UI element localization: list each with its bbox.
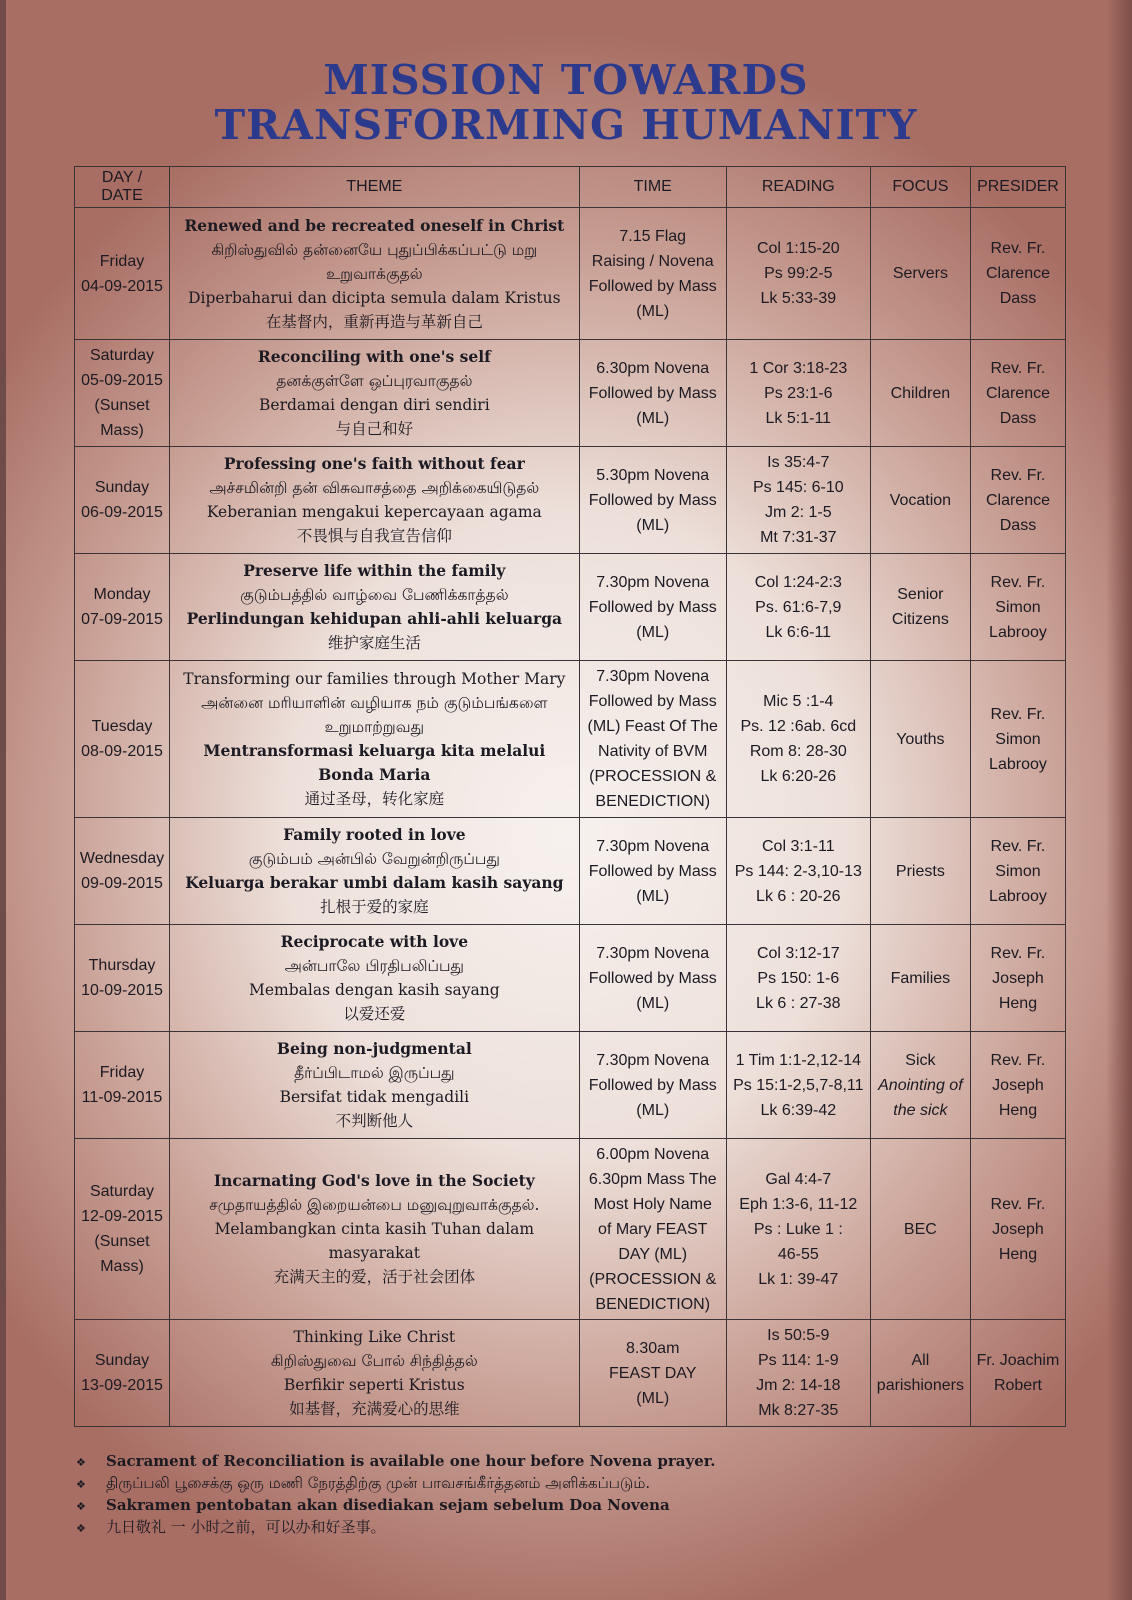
time-line: FEAST DAY bbox=[609, 1364, 697, 1382]
note-text: 九日敬礼 一 小时之前，可以办和好圣事。 bbox=[106, 1518, 386, 1536]
table-row bbox=[75, 1032, 1066, 1139]
cell-presider bbox=[970, 554, 1065, 661]
reading-line: Ps. 61:6-7,9 bbox=[755, 598, 842, 616]
reading-line: Ps 114: 1-9 bbox=[757, 1352, 839, 1369]
theme-line: Berdamai dengan diri sendiri bbox=[259, 396, 490, 414]
date-line: Wednesday bbox=[79, 850, 165, 867]
time-line: (ML) bbox=[636, 623, 670, 641]
focus-line: Citizens bbox=[891, 611, 949, 628]
bullet-icon: ❖ bbox=[76, 1456, 86, 1469]
presider-line: Dass bbox=[999, 516, 1037, 534]
presider-line: Rev. Fr. bbox=[990, 1051, 1046, 1069]
reading-line: Jm 2: 14-18 bbox=[756, 1377, 841, 1394]
date-line: 10-09-2015 bbox=[81, 982, 163, 999]
time-line: DAY (ML) bbox=[618, 1245, 688, 1263]
note-item bbox=[76, 1451, 1056, 1473]
time-line: Followed by Mass bbox=[588, 1076, 717, 1094]
cell-reading bbox=[726, 1320, 870, 1427]
reading-line: Lk 5:1-11 bbox=[765, 409, 832, 427]
table-row bbox=[75, 208, 1066, 340]
date-line: 07-09-2015 bbox=[81, 611, 163, 628]
reading-line: Ps. 12 :6ab. 6cd bbox=[740, 718, 857, 735]
header-row bbox=[75, 167, 1066, 208]
cell-focus bbox=[870, 925, 970, 1032]
date-line: Friday bbox=[99, 1064, 145, 1081]
date-line: (Sunset bbox=[94, 397, 150, 414]
cell-theme bbox=[170, 1320, 580, 1427]
header-time: TIME bbox=[579, 167, 726, 208]
cell-date bbox=[75, 447, 170, 554]
cell-focus bbox=[870, 554, 970, 661]
reading-line: Ps : Luke 1 : bbox=[753, 1220, 843, 1238]
theme-line: 不畏惧与自我宣告信仰 bbox=[296, 527, 452, 545]
time-line: Followed by Mass bbox=[588, 598, 717, 616]
theme-line: Mentransformasi keluarga kita melalui Bonda Maria bbox=[203, 741, 546, 784]
presider-line: Clarence bbox=[985, 384, 1050, 402]
cell-focus bbox=[870, 1320, 970, 1427]
bullet-icon: ❖ bbox=[76, 1478, 86, 1491]
time-line: Followed by Mass bbox=[588, 491, 717, 509]
reading-line: Is 35:4-7 bbox=[767, 454, 830, 471]
theme-line: 如基督，充满爱心的思维 bbox=[289, 1400, 460, 1418]
theme-line: Perlindungan kehidupan ahli-ahli keluarga bbox=[186, 609, 563, 628]
reading-line: Lk 6 : 27-38 bbox=[756, 994, 841, 1012]
time-line: (ML) bbox=[636, 1389, 670, 1407]
table-row bbox=[75, 447, 1066, 554]
cell-theme bbox=[170, 1139, 580, 1320]
time-line: (ML) bbox=[636, 1101, 670, 1119]
theme-line: Diperbaharui dan dicipta semula dalam Kristus bbox=[188, 288, 561, 307]
time-line: 6.00pm Novena bbox=[596, 1145, 710, 1163]
theme-line: Bersifat tidak mengadili bbox=[279, 1088, 470, 1106]
cell-date bbox=[75, 1320, 170, 1427]
time-line: (ML) bbox=[636, 887, 670, 905]
reading-line: Ps 99:2-5 bbox=[764, 265, 833, 282]
header-focus: FOCUS bbox=[870, 167, 970, 208]
focus-line: Priests bbox=[895, 862, 945, 880]
focus-line: the sick bbox=[893, 1101, 948, 1119]
date-line: 11-09-2015 bbox=[81, 1089, 163, 1106]
reading-line: 1 Tim 1:1-2,12-14 bbox=[735, 1051, 861, 1069]
cell-presider bbox=[970, 340, 1065, 447]
time-line: 7.30pm Novena bbox=[596, 573, 710, 591]
cell-reading bbox=[726, 447, 870, 554]
reading-line: Mk 8:27-35 bbox=[758, 1402, 839, 1419]
reading-line: Lk 1: 39-47 bbox=[758, 1270, 839, 1288]
note-item bbox=[76, 1495, 1056, 1517]
reading-line: Mt 7:31-37 bbox=[760, 529, 837, 546]
time-line: (ML) bbox=[636, 516, 670, 534]
date-line: Mass) bbox=[100, 1258, 144, 1275]
cell-reading bbox=[726, 340, 870, 447]
focus-line: Servers bbox=[892, 265, 948, 282]
date-line: Friday bbox=[99, 252, 145, 270]
time-line: (ML) bbox=[636, 302, 670, 320]
presider-line: Simon bbox=[995, 598, 1041, 616]
theme-line: 不判断他人 bbox=[335, 1112, 414, 1130]
theme-line: Keberanian mengakui kepercayaan agama bbox=[206, 503, 542, 521]
presider-line: Robert bbox=[993, 1377, 1042, 1394]
presider-line: Rev. Fr. bbox=[990, 1195, 1046, 1213]
header-date: DAY / DATE bbox=[75, 167, 170, 208]
date-line: Saturday bbox=[89, 1183, 155, 1200]
theme-line: Transforming our families through Mother Mary bbox=[183, 670, 566, 688]
theme-line: 在基督内，重新再造与革新自己 bbox=[265, 312, 483, 331]
cell-date bbox=[75, 554, 170, 661]
cell-time bbox=[579, 340, 726, 447]
time-line: Followed by Mass bbox=[588, 969, 717, 987]
date-line: 13-09-2015 bbox=[81, 1377, 163, 1394]
theme-line: 维护家庭生活 bbox=[327, 634, 421, 652]
focus-line: BEC bbox=[903, 1220, 937, 1238]
cell-presider bbox=[970, 1139, 1065, 1320]
presider-line: Clarence bbox=[985, 265, 1050, 282]
cell-date bbox=[75, 661, 170, 818]
time-line: Followed by Mass bbox=[588, 277, 717, 295]
reading-line: Gal 4:4-7 bbox=[765, 1170, 832, 1188]
theme-line: அச்சமின்றி தன் விசுவாசத்தை அறிக்கையிடுதல் bbox=[209, 479, 540, 497]
focus-line: parishioners bbox=[876, 1377, 964, 1394]
date-line: 04-09-2015 bbox=[81, 277, 163, 295]
cell-focus bbox=[870, 1139, 970, 1320]
time-line: (PROCESSION & bbox=[589, 1270, 717, 1288]
date-line: Thursday bbox=[88, 957, 156, 974]
theme-line: அன்னை மரியாளின் வழியாக நம் குடும்பங்களை உறுமாற்றுவது bbox=[201, 694, 548, 736]
table-row bbox=[75, 1320, 1066, 1427]
presider-line: Rev. Fr. bbox=[990, 240, 1046, 257]
cell-theme bbox=[170, 661, 580, 818]
reading-line: Ps 144: 2-3,10-13 bbox=[734, 862, 862, 880]
cell-presider bbox=[970, 1320, 1065, 1427]
cell-reading bbox=[726, 818, 870, 925]
reading-line: Lk 6:39-42 bbox=[760, 1101, 837, 1119]
date-line: Monday bbox=[93, 586, 151, 603]
theme-line: குடும்பம் அன்பில் வேறுன்றிருப்பது bbox=[248, 850, 500, 868]
table-row bbox=[75, 1139, 1066, 1320]
presider-line: Dass bbox=[999, 409, 1037, 427]
note-text: Sacrament of Reconciliation is available one hour before Novena prayer. bbox=[106, 1452, 716, 1470]
date-line: Sunday bbox=[94, 1352, 150, 1369]
time-line: 7.30pm Novena bbox=[596, 944, 710, 962]
focus-line: Children bbox=[890, 384, 951, 402]
time-line: 6.30pm Novena bbox=[596, 359, 710, 377]
time-line: (ML) bbox=[636, 409, 670, 427]
time-line: 8.30am bbox=[626, 1339, 680, 1357]
reading-line: Ps 150: 1-6 bbox=[757, 969, 840, 987]
presider-line: Rev. Fr. bbox=[990, 837, 1046, 855]
date-line: Saturday bbox=[89, 347, 155, 364]
reading-line: 1 Cor 3:18-23 bbox=[749, 359, 848, 377]
bullet-icon: ❖ bbox=[76, 1522, 86, 1535]
reading-line: Ps 23:1-6 bbox=[764, 384, 833, 402]
note-text: திருப்பலி பூசைக்கு ஒரு மணி நேரத்திற்கு முன் பாவசங்கீர்த்தனம் அளிக்கப்படும். bbox=[106, 1474, 651, 1492]
time-line: of Mary FEAST bbox=[598, 1220, 708, 1238]
reading-line: Is 50:5-9 bbox=[767, 1327, 830, 1344]
cell-time bbox=[579, 661, 726, 818]
time-line: (ML) bbox=[636, 994, 670, 1012]
time-line: Raising / Novena bbox=[591, 252, 714, 270]
presider-line: Heng bbox=[998, 994, 1038, 1012]
reading-line: Ps 15:1-2,5,7-8,11 bbox=[733, 1076, 864, 1094]
focus-line: Sick bbox=[905, 1051, 936, 1069]
theme-line: தீர்ப்பிடாமல் இருப்பது bbox=[294, 1064, 455, 1082]
presider-line: Rev. Fr. bbox=[990, 944, 1046, 962]
cell-focus bbox=[870, 818, 970, 925]
reading-line: Rom 8: 28-30 bbox=[749, 743, 847, 760]
theme-line: Melambangkan cinta kasih Tuhan dalam masyarakat bbox=[214, 1220, 535, 1262]
time-line: 7.30pm Novena bbox=[596, 1051, 710, 1069]
reading-line: Col 3:12-17 bbox=[756, 944, 840, 962]
presider-line: Labrooy bbox=[989, 887, 1047, 905]
reading-line: Mic 5 :1-4 bbox=[763, 693, 834, 710]
focus-line: Families bbox=[890, 969, 951, 987]
time-line: 7.30pm Novena bbox=[596, 837, 710, 855]
reading-line: Col 1:24-2:3 bbox=[754, 573, 842, 591]
time-line: BENEDICTION) bbox=[595, 793, 711, 810]
cell-presider bbox=[970, 925, 1065, 1032]
theme-line: அன்பாலே பிரதிபலிப்பது bbox=[284, 957, 465, 975]
presider-line: Simon bbox=[995, 862, 1041, 880]
cell-reading bbox=[726, 1032, 870, 1139]
note-text: Sakramen pentobatan akan disediakan sejam sebelum Doa Novena bbox=[106, 1496, 670, 1514]
cell-focus bbox=[870, 1032, 970, 1139]
theme-line: கிறிஸ்துவை போல் சிந்தித்தல் bbox=[270, 1352, 478, 1370]
theme-line: 通过圣母，转化家庭 bbox=[304, 790, 445, 808]
focus-line: Vocation bbox=[889, 491, 952, 509]
presider-line: Rev. Fr. bbox=[990, 466, 1046, 484]
time-line: Nativity of BVM bbox=[598, 743, 708, 760]
time-line: Followed by Mass bbox=[588, 693, 717, 710]
focus-line: Senior bbox=[897, 586, 944, 603]
time-line: 6.30pm Mass The bbox=[588, 1170, 717, 1188]
title-line-1: MISSION TOWARDS bbox=[323, 56, 809, 104]
date-line: Sunday bbox=[94, 479, 150, 496]
note-item bbox=[76, 1473, 1056, 1495]
reading-line: Jm 2: 1-5 bbox=[764, 504, 832, 521]
cell-date bbox=[75, 1139, 170, 1320]
cell-reading bbox=[726, 208, 870, 340]
cell-date bbox=[75, 925, 170, 1032]
cell-reading bbox=[726, 1139, 870, 1320]
date-line: (Sunset bbox=[94, 1233, 150, 1250]
presider-line: Heng bbox=[998, 1245, 1038, 1263]
cell-presider bbox=[970, 661, 1065, 818]
date-line: 08-09-2015 bbox=[81, 743, 163, 760]
theme-line: கிறிஸ்துவில் தன்னையே புதுப்பிக்கப்பட்டு மறு உறுவாக்குதல் bbox=[211, 240, 538, 283]
time-line: Most Holy Name bbox=[593, 1195, 712, 1213]
reading-line: 46-55 bbox=[777, 1245, 819, 1263]
date-line: 12-09-2015 bbox=[81, 1208, 163, 1225]
reading-line: Lk 6:20-26 bbox=[760, 768, 837, 785]
theme-line: குடும்பத்தில் வாழ்வை பேணிக்காத்தல் bbox=[240, 586, 509, 604]
presider-line: Rev. Fr. bbox=[990, 359, 1046, 377]
date-line: Mass) bbox=[100, 422, 144, 439]
presider-line: Simon bbox=[995, 730, 1041, 748]
cell-focus bbox=[870, 661, 970, 818]
title-line-2: TRANSFORMING HUMANITY bbox=[214, 101, 918, 149]
theme-line: Incarnating God's love in the Society bbox=[213, 1171, 535, 1190]
presider-line: Joseph bbox=[992, 1220, 1044, 1238]
bullet-icon: ❖ bbox=[76, 1500, 86, 1513]
time-line: (PROCESSION & bbox=[589, 768, 717, 785]
presider-line: Rev. Fr. bbox=[990, 573, 1046, 591]
theme-line: 充满天主的爱，活于社会团体 bbox=[273, 1268, 476, 1286]
focus-line: All bbox=[911, 1352, 930, 1369]
presider-line: Labrooy bbox=[989, 755, 1047, 773]
date-line: 09-09-2015 bbox=[81, 875, 163, 892]
theme-line: Keluarga berakar umbi dalam kasih sayang bbox=[185, 873, 564, 892]
cell-time bbox=[579, 1139, 726, 1320]
theme-line: Berfikir seperti Kristus bbox=[283, 1376, 465, 1394]
cell-theme bbox=[170, 554, 580, 661]
date-line: 06-09-2015 bbox=[81, 504, 163, 521]
schedule-table bbox=[74, 166, 1066, 1427]
time-line: (ML) Feast Of The bbox=[587, 718, 718, 735]
theme-line: Reciprocate with love bbox=[280, 932, 469, 951]
page-title bbox=[0, 58, 1132, 148]
reading-line: Lk 6:6-11 bbox=[765, 623, 832, 641]
reading-line: Col 3:1-11 bbox=[761, 837, 835, 855]
focus-line: Anointing of bbox=[878, 1076, 963, 1094]
cell-focus bbox=[870, 208, 970, 340]
presider-line: Joseph bbox=[992, 969, 1044, 987]
cell-theme bbox=[170, 208, 580, 340]
page-edge-left bbox=[0, 0, 6, 1600]
table-row bbox=[75, 554, 1066, 661]
cell-time bbox=[579, 447, 726, 554]
header-reading: READING bbox=[726, 167, 870, 208]
theme-line: 以爱还爱 bbox=[343, 1005, 406, 1023]
time-line: 5.30pm Novena bbox=[596, 466, 710, 484]
cell-theme bbox=[170, 925, 580, 1032]
time-line: BENEDICTION) bbox=[595, 1295, 711, 1313]
cell-presider bbox=[970, 818, 1065, 925]
time-line: Followed by Mass bbox=[588, 862, 717, 880]
theme-line: 与自己和好 bbox=[335, 420, 414, 438]
reading-line: Col 1:15-20 bbox=[756, 240, 840, 257]
theme-line: Professing one's faith without fear bbox=[223, 454, 525, 473]
presider-line: Labrooy bbox=[989, 623, 1047, 641]
cell-time bbox=[579, 554, 726, 661]
cell-time bbox=[579, 1320, 726, 1427]
cell-reading bbox=[726, 925, 870, 1032]
table-row bbox=[75, 661, 1066, 818]
time-line: 7.15 Flag bbox=[619, 227, 687, 245]
presider-line: Fr. Joachim bbox=[976, 1352, 1060, 1369]
cell-focus bbox=[870, 340, 970, 447]
presider-line: Heng bbox=[998, 1101, 1038, 1119]
cell-date bbox=[75, 208, 170, 340]
cell-time bbox=[579, 925, 726, 1032]
theme-line: Reconciling with one's self bbox=[257, 347, 491, 366]
theme-line: Renewed and be recreated oneself in Christ bbox=[184, 215, 565, 235]
cell-date bbox=[75, 1032, 170, 1139]
date-line: 05-09-2015 bbox=[81, 372, 163, 389]
theme-line: Being non-judgmental bbox=[276, 1039, 472, 1058]
theme-line: Preserve life within the family bbox=[243, 561, 506, 580]
theme-line: Membalas dengan kasih sayang bbox=[248, 981, 500, 999]
reading-line: Ps 145: 6-10 bbox=[752, 479, 844, 496]
reading-line: Lk 6 : 20-26 bbox=[756, 887, 841, 905]
table-row bbox=[75, 340, 1066, 447]
cell-presider bbox=[970, 447, 1065, 554]
page-edge-right bbox=[1106, 0, 1132, 1600]
cell-reading bbox=[726, 661, 870, 818]
cell-presider bbox=[970, 208, 1065, 340]
note-item bbox=[76, 1517, 1056, 1539]
cell-theme bbox=[170, 818, 580, 925]
presider-line: Rev. Fr. bbox=[990, 705, 1046, 723]
date-line: Tuesday bbox=[91, 718, 153, 735]
presider-line: Joseph bbox=[992, 1076, 1044, 1094]
theme-line: Thinking Like Christ bbox=[293, 1328, 456, 1346]
reading-line: Eph 1:3-6, 11-12 bbox=[739, 1195, 858, 1213]
time-line: Followed by Mass bbox=[588, 384, 717, 402]
cell-date bbox=[75, 340, 170, 447]
theme-line: சமுதாயத்தில் இறையன்பை மனுவுறுவாக்குதல். bbox=[209, 1196, 540, 1214]
cell-focus bbox=[870, 447, 970, 554]
cell-theme bbox=[170, 447, 580, 554]
theme-line: தனக்குள்ளே ஒப்புரவாகுதல் bbox=[276, 372, 473, 390]
table-row bbox=[75, 818, 1066, 925]
cell-time bbox=[579, 818, 726, 925]
time-line: 7.30pm Novena bbox=[596, 668, 710, 685]
cell-theme bbox=[170, 1032, 580, 1139]
header-theme: THEME bbox=[170, 167, 580, 208]
cell-reading bbox=[726, 554, 870, 661]
cell-date bbox=[75, 818, 170, 925]
presider-line: Dass bbox=[999, 290, 1037, 307]
theme-line: Family rooted in love bbox=[283, 825, 466, 844]
cell-time bbox=[579, 208, 726, 340]
cell-presider bbox=[970, 1032, 1065, 1139]
cell-theme bbox=[170, 340, 580, 447]
table-row bbox=[75, 925, 1066, 1032]
cell-time bbox=[579, 1032, 726, 1139]
notes-section bbox=[76, 1451, 1056, 1539]
focus-line: Youths bbox=[896, 730, 945, 748]
presider-line: Clarence bbox=[985, 491, 1050, 509]
reading-line: Lk 5:33-39 bbox=[760, 290, 837, 307]
header-presider: PRESIDER bbox=[970, 167, 1065, 208]
theme-line: 扎根于爱的家庭 bbox=[320, 898, 429, 916]
